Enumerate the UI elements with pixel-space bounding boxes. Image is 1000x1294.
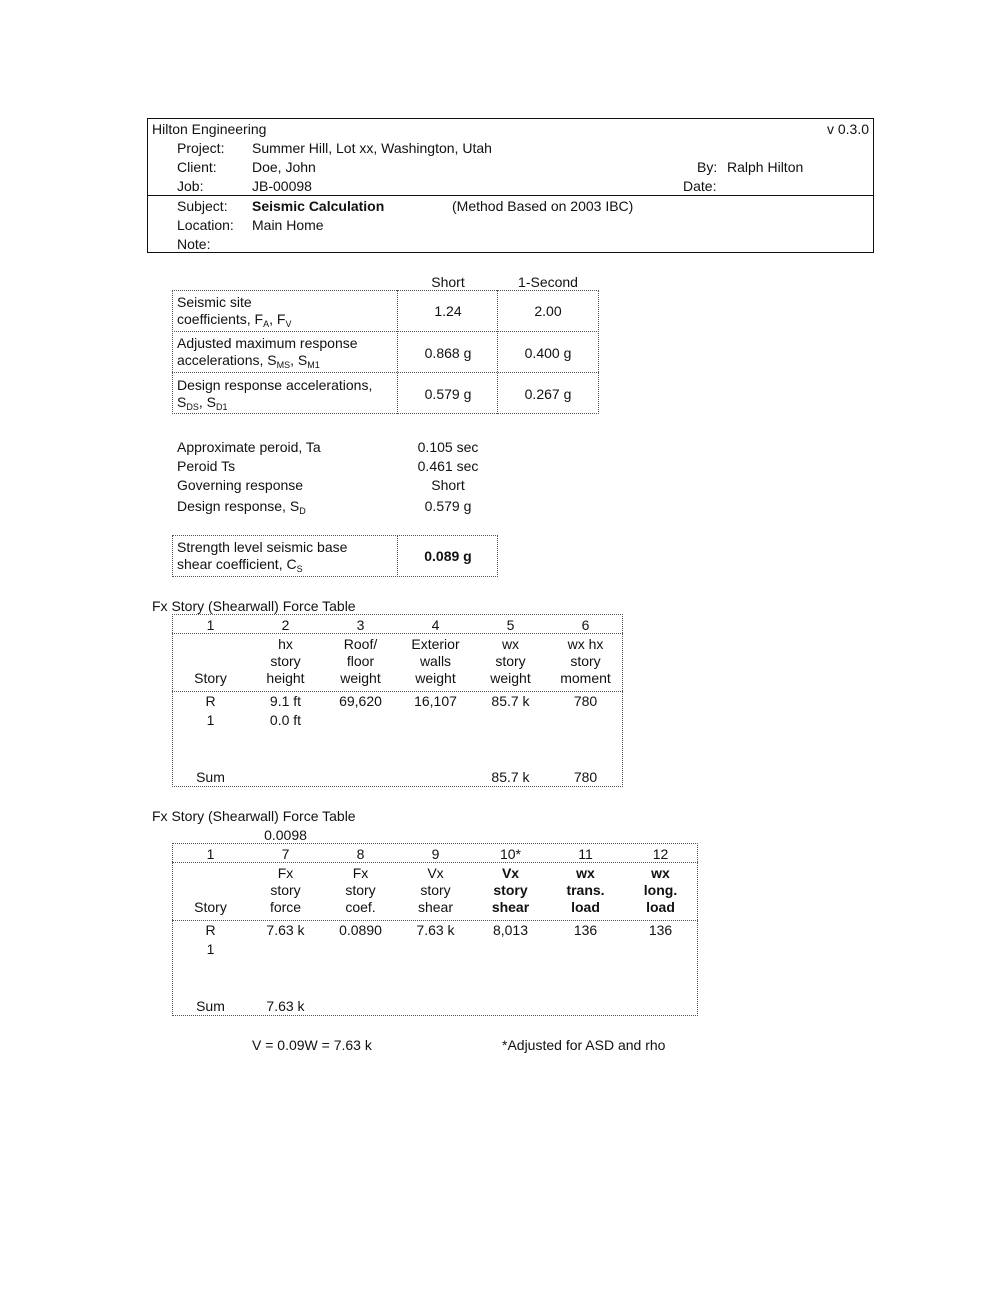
by-value: Ralph Hilton — [727, 159, 804, 175]
table2-cell: 136 — [648, 922, 673, 938]
coef-short-value: 0.579 g — [424, 386, 472, 402]
table2-col-number: 11 — [578, 846, 593, 862]
governing-value: Short — [431, 477, 465, 493]
asd-footnote: *Adjusted for ASD and rho — [502, 1037, 666, 1053]
table2-cell: 1 — [206, 941, 215, 957]
table1-sum-cell: 780 — [573, 769, 598, 785]
project-label: Project: — [177, 140, 225, 156]
table1-col-number: 2 — [281, 617, 290, 633]
table1-header-cell: Exterior walls weight — [411, 636, 460, 686]
table2-cell: 8,013 — [492, 922, 529, 938]
coef-short-value: 1.24 — [434, 303, 462, 319]
client-label: Client: — [177, 159, 217, 175]
table1-header-cell: wx story weight — [490, 636, 531, 686]
location-value: Main Home — [252, 217, 324, 233]
table2-col-number: 10* — [499, 846, 522, 862]
date-label: Date: — [683, 178, 717, 194]
ts-value: 0.461 sec — [417, 458, 479, 474]
design-response-value: 0.579 g — [424, 498, 472, 514]
table2-sum-cell: 7.63 k — [266, 998, 305, 1014]
table2-header-cell: Fx story coef. — [345, 865, 376, 915]
col-short-header: Short — [431, 274, 465, 290]
table1-col-number: 1 — [206, 617, 215, 633]
header-divider — [147, 195, 874, 196]
table2-sum-cell: Sum — [196, 998, 225, 1014]
table2-header-divider — [172, 920, 698, 921]
design-response-label: Design response, $S_D$ — [177, 498, 306, 516]
table1-cell: 16,107 — [414, 693, 457, 709]
location-label: Location: — [177, 217, 234, 233]
table1-cell: 69,620 — [339, 693, 382, 709]
table1-sum-cell: 85.7 k — [491, 769, 530, 785]
job-value: JB-00098 — [252, 178, 312, 194]
table1-col-number: 3 — [356, 617, 365, 633]
table1-cell: 9.1 ft — [269, 693, 302, 709]
coef-short-value: 0.868 g — [424, 345, 472, 361]
table2-cell: 7.63 k — [266, 922, 305, 938]
method-note: (Method Based on 2003 IBC) — [452, 198, 634, 214]
table2-cell: 0.0890 — [339, 922, 382, 938]
client-value: Doe, John — [252, 159, 316, 175]
by-label: By: — [697, 159, 718, 175]
coef-row-label: Seismic site coefficients, $F_A$, $F_V$ — [177, 294, 292, 329]
coef-one-second-value: 0.267 g — [524, 386, 572, 402]
table2-title: Fx Story (Shearwall) Force Table — [152, 808, 356, 824]
table1-sum-cell: Sum — [196, 769, 225, 785]
table1-cell: 0.0 ft — [269, 712, 302, 728]
coef-one-second-value: 0.400 g — [524, 345, 572, 361]
note-label: Note: — [177, 236, 211, 252]
base-shear-label: Strength level seismic base shear coefficient, $C_S$ — [177, 539, 348, 574]
coef-row-label: Design response accelerations, $S_{DS}$, $S_{D1}$ — [177, 377, 373, 412]
table2-col-number: 1 — [206, 846, 215, 862]
table2-header-cell: Fx story force — [269, 865, 302, 915]
table1-header-cell: wx hx story moment — [560, 636, 611, 686]
subject-value: Seismic Calculation — [252, 198, 385, 214]
coef-one-second-value: 2.00 — [534, 303, 562, 319]
version-label: v 0.3.0 — [826, 121, 869, 137]
table2-col-number: 7 — [281, 846, 290, 862]
base-shear-formula: V = 0.09W = 7.63 k — [252, 1037, 372, 1053]
table2-cell: 7.63 k — [416, 922, 455, 938]
table2-header-cell: Vx story shear — [417, 865, 454, 915]
base-shear-value: 0.089 g — [424, 548, 472, 564]
table1-header-divider — [172, 691, 623, 692]
table1-cell: 780 — [573, 693, 598, 709]
ta-label: Approximate peroid, Ta — [177, 439, 321, 455]
table1-title: Fx Story (Shearwall) Force Table — [152, 598, 356, 614]
col-one-second-header: 1-Second — [518, 274, 578, 290]
table2-col-number: 12 — [652, 846, 669, 862]
table2-header-cell: wx long. load — [643, 865, 678, 915]
company-name: Hilton Engineering — [152, 121, 267, 137]
table2-header-cell: Story — [194, 899, 227, 915]
ta-value: 0.105 sec — [417, 439, 479, 455]
table1-header-cell: hx story height — [266, 636, 305, 686]
subject-label: Subject: — [177, 198, 228, 214]
governing-label: Governing response — [177, 477, 304, 493]
table1-header-cell: Story — [194, 670, 227, 686]
table1-cell: 1 — [206, 712, 215, 728]
coef-row-label: Adjusted maximum response accelerations, $S_{MS}$, $S_{M1}$ — [177, 335, 358, 370]
table2-header-cell: Vx story shear — [491, 865, 530, 915]
table1-col-number: 6 — [581, 617, 590, 633]
project-value: Summer Hill, Lot xx, Washington, Utah — [252, 140, 492, 156]
table2-col-number: 8 — [356, 846, 365, 862]
table2-header-cell: wx trans. load — [566, 865, 605, 915]
table1-col-number: 4 — [431, 617, 440, 633]
coef-row-divider-1 — [172, 331, 599, 332]
table2-factor: 0.0098 — [264, 827, 307, 843]
coef-row-divider-2 — [172, 372, 599, 373]
table1-header-cell: Roof/ floor weight — [340, 636, 381, 686]
table2-cell: R — [205, 922, 216, 938]
table1-cell: 85.7 k — [491, 693, 530, 709]
ts-label: Peroid Ts — [177, 458, 236, 474]
table2-cell: 136 — [573, 922, 598, 938]
table1-col-number: 5 — [506, 617, 515, 633]
table2-col-number: 9 — [431, 846, 440, 862]
job-label: Job: — [177, 178, 204, 194]
table1-cell: R — [205, 693, 216, 709]
